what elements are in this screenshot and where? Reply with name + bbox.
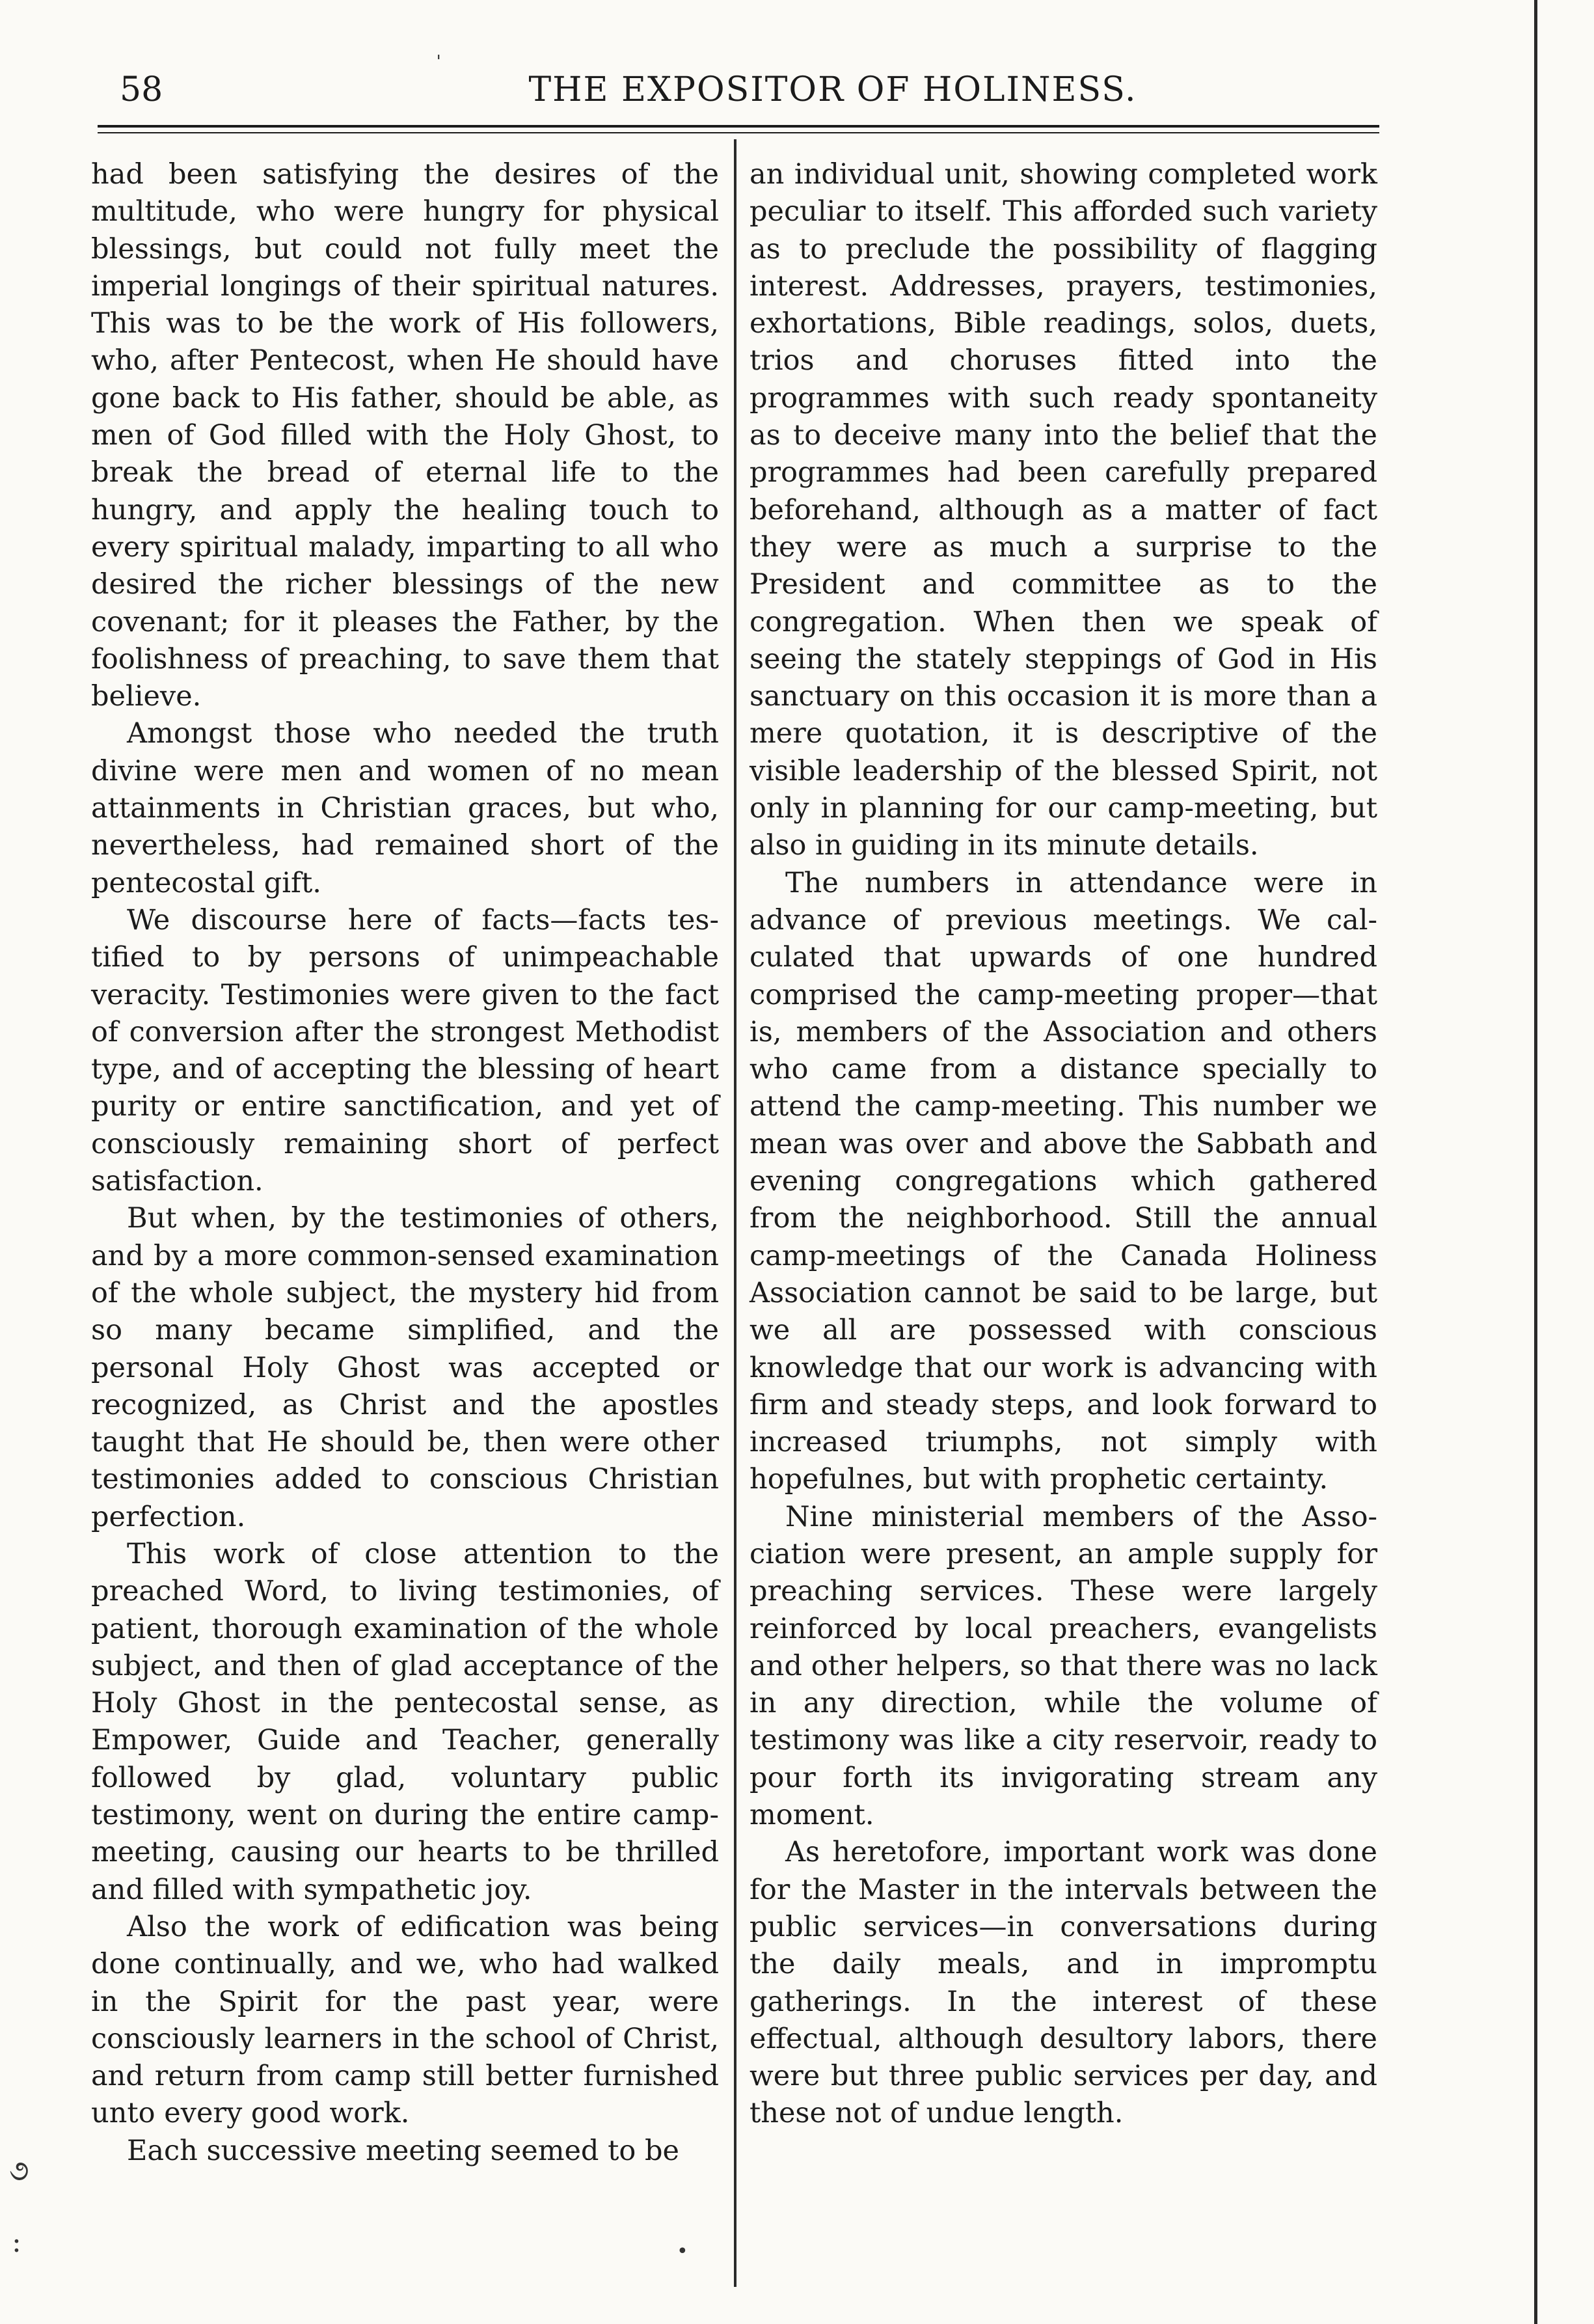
paragraph: Each successive meeting seemed to be: [127, 2134, 679, 2167]
paragraph: Nine ministerial members of the Association were present, an ample supply for preaching services. These were largely reinforced by local preachers, evangelists and other helpers, so that there was no lack in any direction, while the volume of testimony was like a city reservoir, ready to pour forth its invigorating stream any moment.: [750, 1500, 1377, 1832]
paragraph: The numbers in attendance were in advance of previous meetings. We calculated that upwards of one hundred comprised the camp-meeting proper—that is, members of the Association and others who came from a distance specially to attend the camp-meeting. This number we mean was over and above the Sabbath and evening congregations which gathered from the neighborhood. Still the annual camp-meetings of the Canada Holiness Association cannot be said to be large, but we all are possessed with conscious knowledge that our work is advancing with firm and steady steps, and look forward to increased triumphs, not simply with hopefulnes, but with prophetic certainty.: [750, 866, 1377, 1496]
ink-mark: ˈ: [436, 52, 442, 75]
paragraph: As heretofore, important work was done for the Master in the intervals between the public services—in conversations during the daily meals, and in impromptu gatherings. In the interest of these effectual, although desultory labors, there were but three public services per day, and these not of undue length.: [750, 1836, 1377, 2130]
header-rule-thin: [98, 132, 1379, 133]
paragraph: But when, by the testimonies of others, and by a more common-sensed examination of the whole subject, the mystery hid from so many became simplified, and the personal Holy Ghost was accepted or recognized, as Christ and the apostles taught that He should be, then were other testimonies added to conscious Christian perfection.: [91, 1202, 719, 1533]
paragraph: We discourse here of facts—facts testified to by persons of unimpeachable veracity. Testimonies were given to the fact of conversion after the strongest Methodist type, and of accepting the blessing of heart purity or entire sanctification, and yet of consciously remaining short of perfect satisfaction.: [91, 903, 719, 1198]
column-divider: [734, 139, 736, 2287]
page-number: 58: [120, 70, 163, 109]
header-rule: [98, 125, 1379, 128]
ink-mark: ૭: [9, 2154, 29, 2187]
right-column: [750, 156, 1377, 2133]
paragraph: Amongst those who needed the truth divine were men and women of no mean attainments in Christian graces, but who, nevertheless, had remained short of the pentecostal gift.: [91, 717, 719, 899]
paragraph: This work of close attention to the preached Word, to living testimonies, of patient, thorough examination of the whole subject, and then of glad acceptance of the Holy Ghost in the pentecostal sense, as Empower, Guide and Teacher, generally followed by glad, voluntary public testimony, went on during the entire camp-meeting, causing our hearts to be thrilled and filled with sympathetic joy.: [91, 1537, 719, 1906]
ink-mark: •: [677, 2240, 688, 2263]
left-column: [91, 156, 719, 2170]
paragraph: Also the work of edification was being done continually, and we, who had walked in the Spirit for the past year, were consciously learners in the school of Christ, and return from camp still better furnished unto every good work.: [91, 1910, 719, 2130]
page-edge-line: [1534, 0, 1537, 2324]
running-title: THE EXPOSITOR OF HOLINESS.: [528, 70, 1137, 109]
paragraph: an individual unit, showing completed work peculiar to itself. This afforded such variety as to preclude the possibility of flagging interest. Addresses, prayers, testimonies, exhortations, Bible readings, solos, duets, trios and choruses fitted into the programmes with such ready spontaneity as to deceive many into the belief that the programmes had been carefully prepared beforehand, although as a matter of fact they were as much a surprise to the President and committee as to the congregation. When then we speak of seeing the stately steppings of God in His sanctuary on this occasion it is more than a mere quotation, it is descriptive of the visible leadership of the blessed Spirit, not only in planning for our camp-meeting, but also in guiding in its minute details.: [750, 158, 1377, 862]
ink-mark: :: [12, 2226, 21, 2259]
paragraph: had been satisfying the desires of the multitude, who were hungry for physical blessings, but could not fully meet the imperial longings of their spiritual natures. This was to be the work of His followers, who, after Pentecost, when He should have gone back to His father, should be able, as men of God filled with the Holy Ghost, to break the bread of eternal life to the hungry, and apply the healing touch to every spiritual malady, imparting to all who desired the richer blessings of the new covenant; for it pleases the Father, by the foolishness of preaching, to save them that believe.: [91, 158, 719, 713]
